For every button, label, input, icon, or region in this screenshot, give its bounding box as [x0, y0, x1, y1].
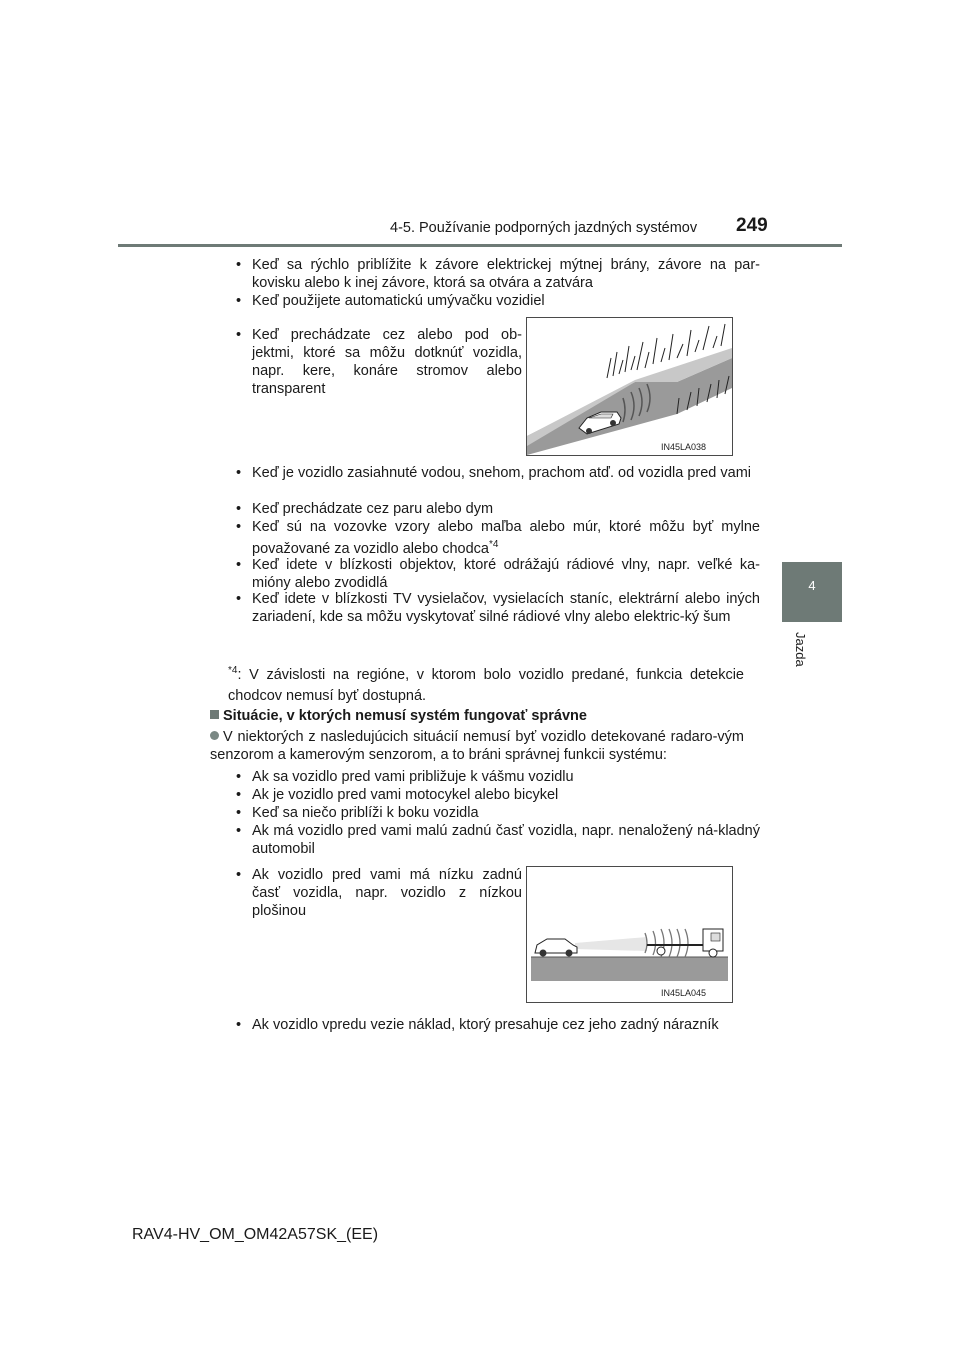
list-item: • Keď idete v blízkosti objektov, ktoré odrážajú rádiové vlny, napr. veľké ka-mióny alebo zvodidlá [236, 556, 760, 592]
list-item: • Keď je vozidlo zasiahnuté vodou, snehom, prachom atď. od vozidla pred vami [236, 464, 760, 482]
footnote-ref: *4 [489, 539, 499, 550]
list-item: • Keď sa rýchlo priblížite k závore elektrickej mýtnej brány, závore na par-kovisku alebo k inej závore, ktorá sa otvára a zatvára [236, 256, 760, 292]
list-item [236, 518, 760, 558]
chapter-tab[interactable] [782, 562, 842, 622]
intro-text: V niektorých z nasledujúcich situácií nemusí byť vozidlo detekované radaro-vým senzorom a kamerovým senzorom, a to bráni správnej funkcii systému: [210, 729, 744, 763]
section-heading [210, 708, 587, 724]
list-item: • Keď idete v blízkosti TV vysielačov, vysielacích staníc, elektrární alebo iných zariadení, kde sa môžu vyskytovať silné rádiové vlny alebo elektric-ký šum [236, 590, 760, 626]
chapter-label-text: Jazda [793, 632, 808, 667]
list-item: • Keď prechádzate cez paru alebo dym [236, 500, 760, 518]
chapter-number: 4 [808, 578, 816, 593]
list-item: • Keď použijete automatickú umývačku vozidiel [236, 292, 760, 310]
square-bullet-icon [210, 710, 219, 719]
section-title: 4-5. Používanie podporných jazdných systémov [390, 220, 698, 236]
bushes-car-illustration [527, 318, 732, 455]
list-item-text: Keď sú na vozovke vzory alebo maľba alebo múr, ktoré môžu byť mylne považované za vozidlo alebo chodca [252, 519, 760, 557]
list-item: • Ak sa vozidlo pred vami približuje k vášmu vozidlu [236, 768, 760, 786]
figure1-id: IN45LA038 [661, 442, 707, 452]
list-item: • Ak vozidlo vpredu vezie náklad, ktorý presahuje cez jeho zadný nárazník [236, 1016, 760, 1034]
header-rule [118, 244, 842, 247]
page-number: 249 [736, 215, 768, 236]
heading-text: Situácie, v ktorých nemusí systém fungovať správne [223, 708, 587, 724]
figure2-id: IN45LA045 [661, 988, 707, 998]
figure1-text: • Keď prechádzate cez alebo pod ob-jektmi, ktoré sa môžu dotknúť vozidla, napr. kere, konáre stromov alebo transparent [236, 326, 522, 398]
list-item: • Ak je vozidlo pred vami motocykel alebo bicykel [236, 786, 760, 804]
document-code: RAV4-HV_OM_OM42A57SK_(EE) [132, 1226, 379, 1243]
figure2-text: • Ak vozidlo pred vami má nízku zadnú časť vozidla, napr. vozidlo z nízkou plošinou [236, 866, 522, 920]
footnote-text: : V závislosti na regióne, v ktorom bolo vozidlo predané, funkcia detekcie chodcov nemusí byť dostupná. [228, 666, 744, 704]
figure1-illustration [526, 317, 733, 456]
chapter-label [790, 632, 830, 692]
footnote [228, 660, 744, 707]
intro-paragraph [210, 728, 744, 764]
footnote-marker: *4 [228, 665, 238, 676]
circle-bullet-icon [210, 731, 219, 740]
list-item: • Keď sa niečo priblíži k boku vozidla [236, 804, 760, 822]
figure2-illustration [526, 866, 733, 1003]
car-truck-illustration [527, 867, 732, 1002]
list-item: • Ak má vozidlo pred vami malú zadnú časť vozidla, napr. nenaložený ná-kladný automobil [236, 822, 760, 858]
